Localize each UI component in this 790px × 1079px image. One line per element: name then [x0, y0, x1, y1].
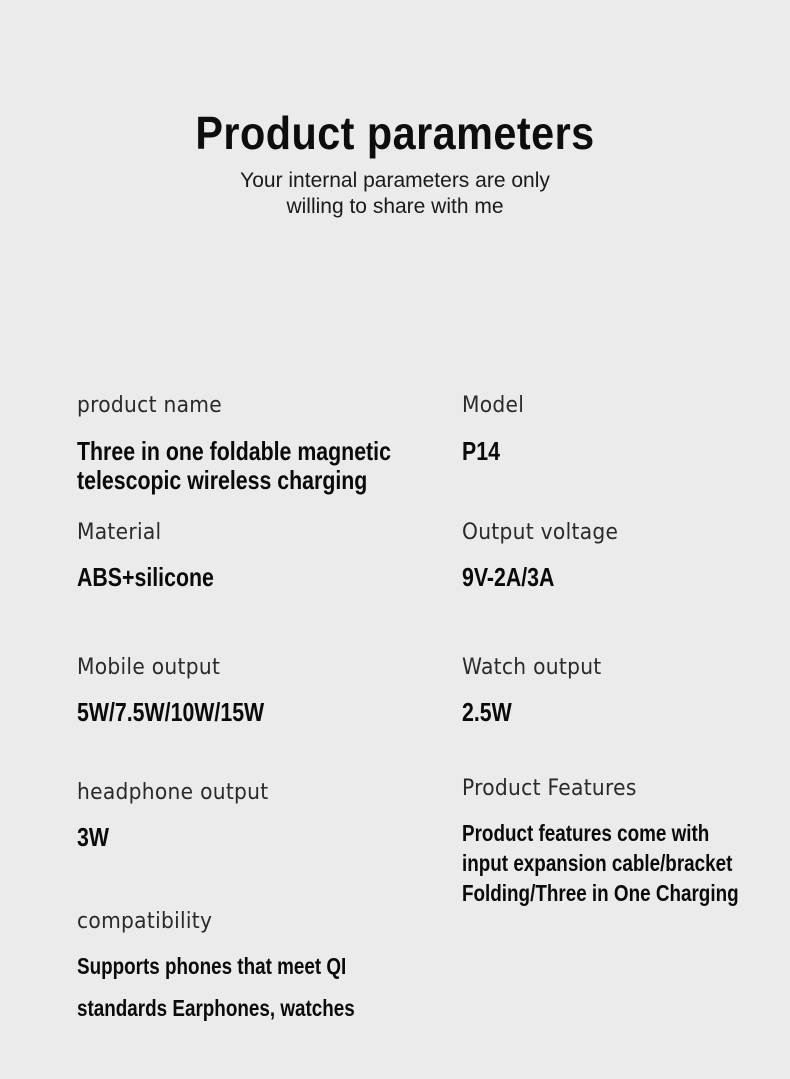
- product-features-value-line-3: Folding/Three in One Charging: [462, 880, 739, 906]
- model-label: Model: [462, 393, 525, 418]
- material-value: ABS+silicone: [77, 562, 214, 592]
- subtitle-line-2: willing to share with me: [286, 195, 504, 218]
- mobile-output-value: 5W/7.5W/10W/15W: [77, 697, 265, 727]
- watch-output-value: 2.5W: [462, 697, 512, 727]
- product-features-value: [462, 818, 739, 908]
- compatibility-value-line-2: standards Earphones, watches: [77, 995, 355, 1021]
- product-features-value-line-2: input expansion cable/bracket: [462, 850, 733, 876]
- watch-output-label: Watch output: [462, 655, 602, 680]
- product-name-value-line-2: telescopic wireless charging: [77, 465, 368, 495]
- page-title: Product parameters: [195, 107, 595, 159]
- headphone-output-value: 3W: [77, 822, 109, 852]
- output-voltage-value: 9V-2A/3A: [462, 562, 555, 592]
- compatibility-label: compatibility: [77, 909, 213, 934]
- product-name-value: [77, 437, 391, 495]
- material-label: Material: [77, 520, 162, 545]
- model-value: P14: [462, 436, 500, 466]
- product-name-label: product name: [77, 393, 223, 418]
- mobile-output-label: Mobile output: [77, 655, 221, 680]
- output-voltage-label: Output voltage: [462, 520, 619, 545]
- page-subtitle: [0, 168, 790, 220]
- compatibility-value-line-1: Supports phones that meet QI: [77, 953, 347, 979]
- compatibility-value: [77, 945, 355, 1029]
- subtitle-line-1: Your internal parameters are only: [240, 169, 550, 192]
- product-features-label: Product Features: [462, 776, 637, 801]
- headphone-output-label: headphone output: [77, 780, 269, 805]
- product-name-value-line-1: Three in one foldable magnetic: [77, 436, 391, 466]
- product-features-value-line-1: Product features come with: [462, 820, 710, 846]
